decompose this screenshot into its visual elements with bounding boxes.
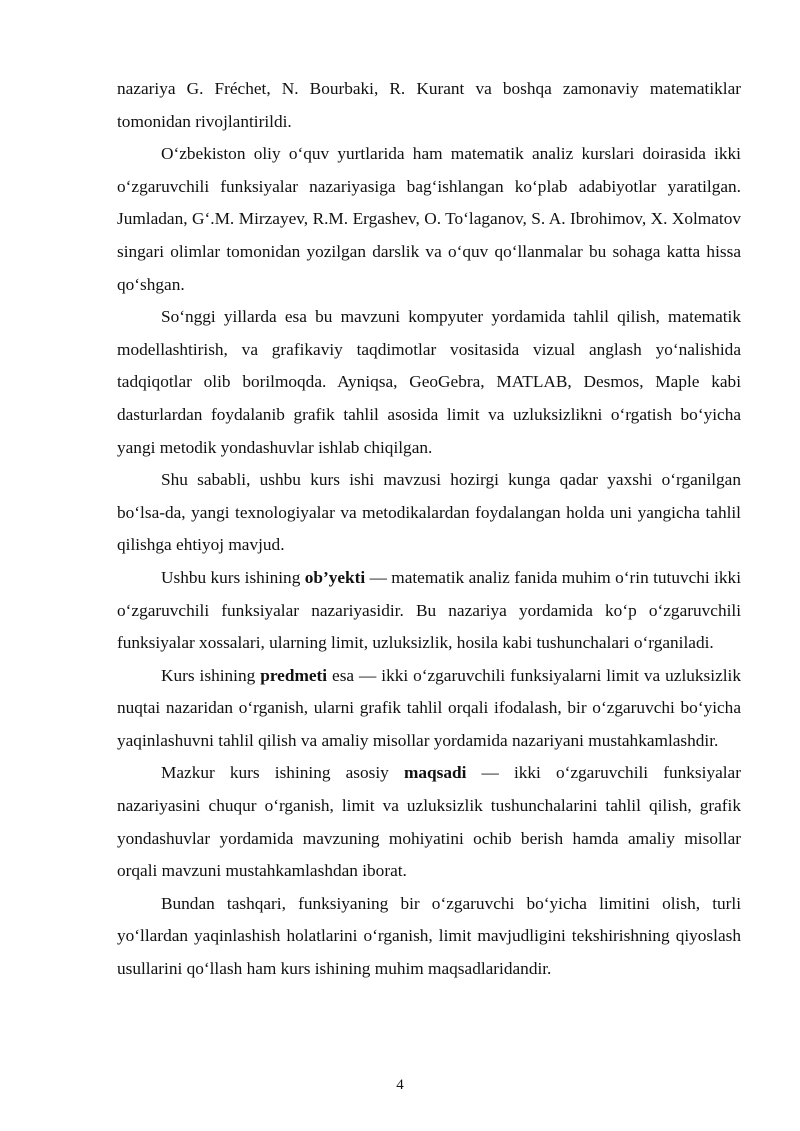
paragraph-continuation: nazariya G. Fréchet, N. Bourbaki, R. Kurant va boshqa zamonaviy matematiklar tomonidan rivojlantirildi. [117, 79, 741, 131]
paragraph-subject-lead: Kurs ishining [161, 665, 261, 685]
paragraph-goal-lead: Mazkur kurs ishining asosiy [161, 763, 404, 783]
paragraph-relevance: Shu sababli, ushbu kurs ishi mavzusi hozirgi kunga qadar yaxshi o‘rganilgan bo‘lsa-da, yangi texnologiyalar va metodikalardan foydalangan holda uni yangicha tahlil qilishga ehtiyoj mavjud. [117, 470, 741, 555]
paragraph-object [117, 562, 741, 660]
paragraph-additional-goals: Bundan tashqari, funksiyaning bir o‘zgaruvchi bo‘yicha limitini olish, turli yo‘llardan yaqinlashish holatlarini o‘rganish, limit mavjudligini tekshirishning qiyoslash usullarini qo‘llash ham kurs ishining muhim maqsadlaridandir. [117, 893, 741, 979]
paragraph-goal-rest: — ikki o‘zgaruvchili funksiyalar nazariyasini chuqur o‘rganish, limit va uzluksizlik tushunchalarini tahlil qilish, grafik yondashuvlar yordamida mavzuning mohiyatini ochib berish hamda amaliy misollar orqali mavzuni mustahkamlashdan iborat. [117, 763, 741, 881]
term-goal: maqsadi [403, 763, 467, 783]
paragraph-object-lead: Ushbu kurs ishining [161, 567, 305, 587]
page-number: 4 [396, 1077, 404, 1093]
term-object: ob’yekti [304, 567, 366, 587]
paragraph-object-rest: — matematik analiz fanida muhim o‘rin tutuvchi ikki o‘zgaruvchili funksiyalar nazariyasidir. Bu nazariya yordamida ko‘p o‘zgaruvchili funksiyalar xossalari, ularning limit, uzluksizlik, hosila kabi tushunchalari o‘rganiladi. [117, 567, 742, 653]
paragraph-goal [117, 757, 741, 887]
paragraph-uzbek-literature: O‘zbekiston oliy o‘quv yurtlarida ham matematik analiz kurslari doirasida ikki o‘zgaruvchili funksiyalar nazariyasiga bag‘ishlangan ko‘plab adabiyotlar yaratilgan. Jumladan, G‘.M. Mirzayev, R.M. Ergashev, O. To‘laganov, S. A. Ibrohimov, X. Xolmatov singari olimlar tomonidan yozilgan darslik va o‘quv qo‘llanmalar bu sohaga katta hissa qo‘shgan. [117, 144, 741, 294]
term-subject: predmeti [260, 665, 328, 685]
paragraph-subject-rest: esa — ikki o‘zgaruvchili funksiyalarni limit va uzluksizlik nuqtai nazaridan o‘rganish, ularni grafik tahlil orqali ifodalash, bir o‘zgaruvchi bo‘yicha yaqinlashuvni tahlil qilish va amaliy misollar yordamida nazariyani mustahkamlashdir. [117, 665, 741, 750]
paragraph-subject [117, 660, 741, 758]
paragraph-recent-research: So‘nggi yillarda esa bu mavzuni kompyuter yordamida tahlil qilish, matematik modellashtirish, va grafikaviy taqdimotlar vositasida vizual anglash yo‘nalishida tadqiqotlar olib borilmoqda. Ayniqsa, GeoGebra, MATLAB, Desmos, Maple kabi dasturlardan foydalanib grafik tahlil asosida limit va uzluksizlikni o‘rgatish bo‘yicha yangi metodik yondashuvlar ishlab chiqilgan. [117, 307, 741, 457]
document-body [117, 73, 741, 986]
